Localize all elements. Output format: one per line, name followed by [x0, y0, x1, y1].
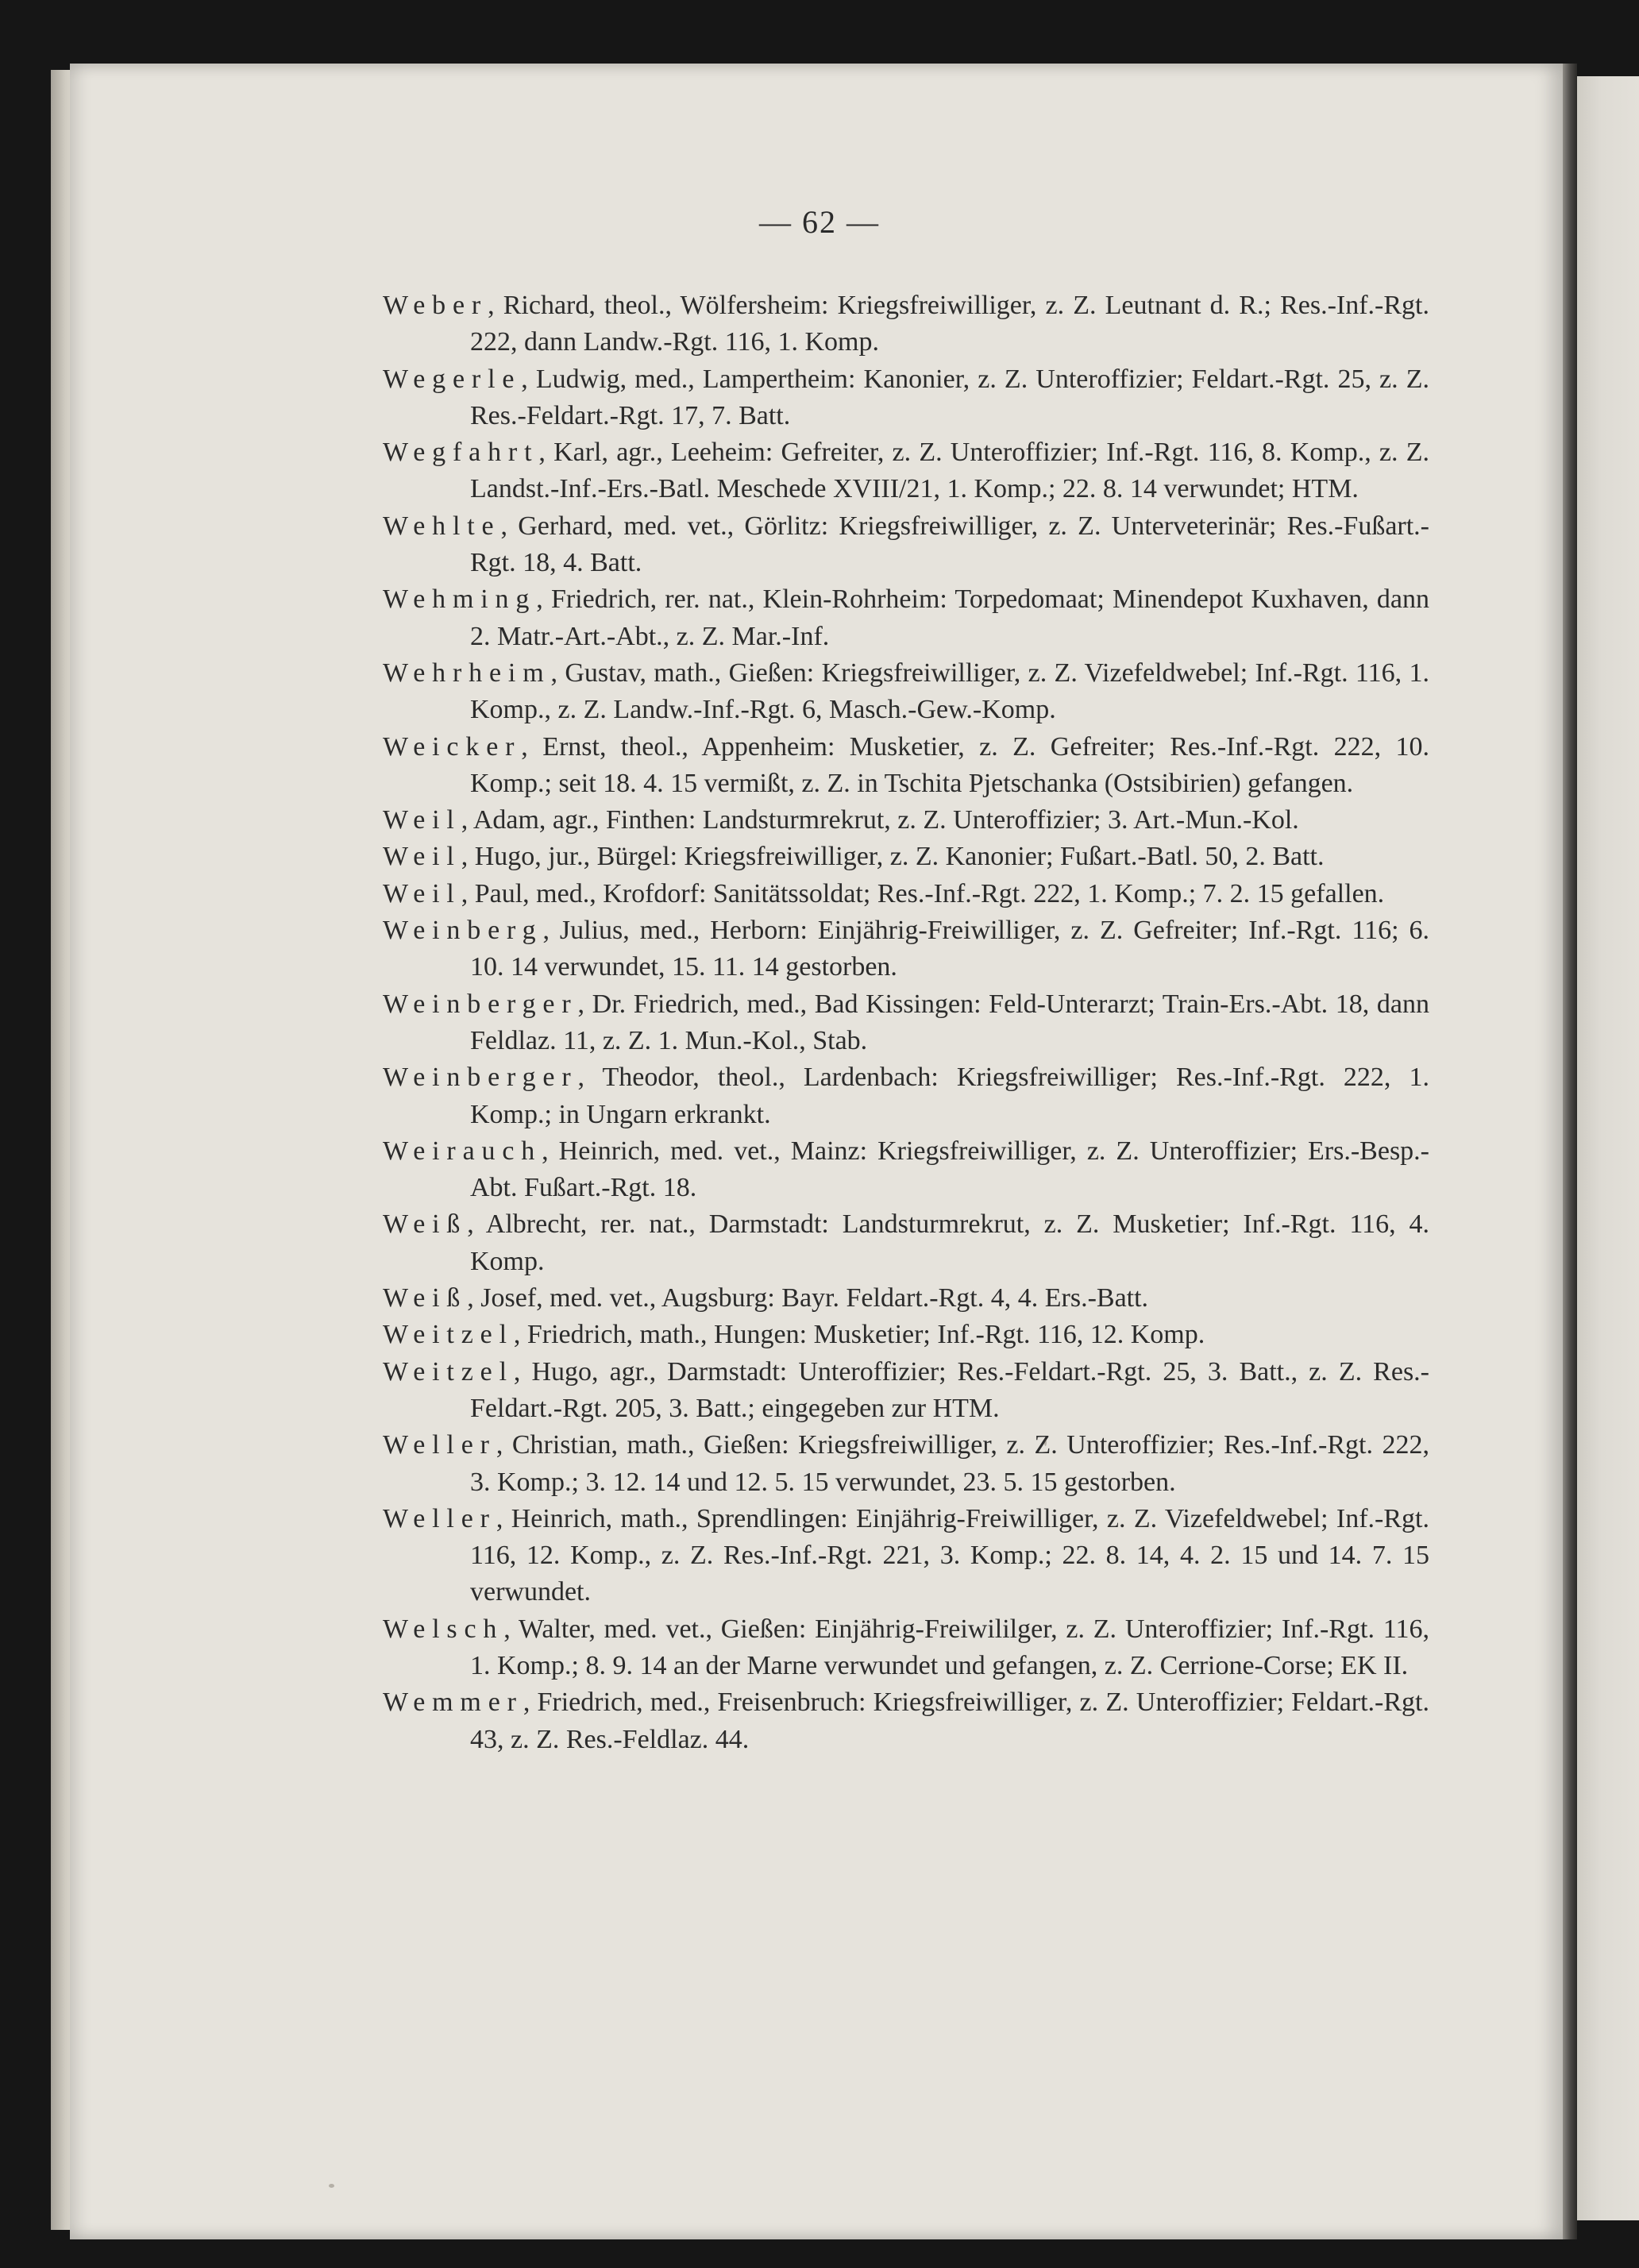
entry-name: Weiß [383, 1283, 468, 1313]
entry-text: Adam, agr., Finthen: Landsturmrekrut, z. Z. Unteroffizier; 3. Art.-Mun.-Kol. [472, 805, 1299, 835]
list-item: Wegerle, Ludwig, med., Lampertheim: Kanonier, z. Z. Unteroffizier; Feldart.-Rgt. 25, z. Z. Res.-Feldart.-Rgt. 17, 7. Batt. [383, 364, 1430, 430]
entry-text: Friedrich, med., Freisenbruch: Kriegsfreiwilliger, z. Z. Unteroffizier; Feldart.-Rgt. 43, z. Z. Res.-Feldlaz. 44. [470, 1688, 1430, 1754]
entry-text: Albrecht, rer. nat., Darmstadt: Landsturmrekrut, z. Z. Musketier; Inf.-Rgt. 116, 4. Komp. [470, 1209, 1430, 1276]
entry-name: Weinberg [383, 916, 543, 946]
entry-name: Wegfahrt [383, 438, 539, 468]
entry-name: Welsch [383, 1614, 504, 1644]
list-item: Weller, Heinrich, math., Sprendlingen: Einjährig-Freiwilliger, z. Z. Vizefeldwebel; Inf.-Rgt. 116, 12. Komp., z. Z. Res.-Inf.-Rgt. 221, 3. Komp.; 22. 8. 14, 4. 2. 15 und 14. 7. 15 verwundet. [383, 1503, 1430, 1607]
list-item: Weber, Richard, theol., Wölfersheim: Kriegsfreiwilliger, z. Z. Leutnant d. R.; Res.-Inf.-Rgt. 222, dann Landw.-Rgt. 116, 1. Komp. [383, 291, 1429, 357]
entry-list [383, 287, 1429, 1758]
entry-name: Weil [383, 842, 461, 872]
entry-text: Friedrich, rer. nat., Klein-Rohrheim: Torpedomaat; Minendepot Kuxhaven, dann 2. Matr.-Art.-Abt., z. Z. Mar.-Inf. [470, 584, 1429, 651]
entry-text: Dr. Friedrich, med., Bad Kissingen: Feld-Unterarzt; Train-Ers.-Abt. 18, dann Feldlaz. 11, z. Z. 1. Mun.-Kol., Stab. [470, 989, 1429, 1055]
entry-text: Christian, math., Gießen: Kriegsfreiwilliger, z. Z. Unteroffizier; Res.-Inf.-Rgt. 222, 3. Komp.; 3. 12. 14 und 12. 5. 15 verwundet, 23. 5. 15 gestorben. [470, 1430, 1429, 1497]
entry-name: Weinberger [383, 1063, 578, 1093]
entry-name: Wehrheim [383, 658, 551, 688]
list-item: Wegfahrt, Karl, agr., Leeheim: Gefreiter, z. Z. Unteroffizier; Inf.-Rgt. 116, 8. Komp., z. Z. Landst.-Inf.-Ers.-Batl. Meschede XVIII/21, 1. Komp.; 22. 8. 14 verwundet; HTM. [383, 438, 1429, 504]
list-item: Weitzel, Friedrich, math., Hungen: Musketier; Inf.-Rgt. 116, 12. Komp. [383, 1320, 1205, 1350]
entry-text: Heinrich, math., Sprendlingen: Einjährig-Freiwilliger, z. Z. Vizefeldwebel; Inf.-Rgt. 116, 12. Komp., z. Z. Res.-Inf.-Rgt. 221, 3. Komp.; 22. 8. 14, 4. 2. 15 und 14. 7. 15 verwundet. [470, 1503, 1430, 1607]
entry-text: Gustav, math., Gießen: Kriegsfreiwilliger, z. Z. Vizefeldwebel; Inf.-Rgt. 116, 1. Komp., z. Z. Landw.-Inf.-Rgt. 6, Masch.-Gew.-Komp. [470, 658, 1429, 725]
entry-name: Weirauch [383, 1136, 542, 1166]
entry-name: Weiß [383, 1209, 468, 1240]
list-item: Weinberger, Theodor, theol., Lardenbach: Kriegsfreiwilliger; Res.-Inf.-Rgt. 222, 1. Komp.; in Ungarn erkrankt. [383, 1063, 1429, 1129]
entry-name: Wegerle [383, 364, 522, 394]
entry-name: Weitzel [383, 1320, 514, 1350]
entry-text: Paul, med., Krofdorf: Sanitätssoldat; Res.-Inf.-Rgt. 222, 1. Komp.; 7. 2. 15 gefallen. [474, 878, 1385, 908]
entry-name: Weil [383, 878, 461, 908]
entry-text: Hugo, jur., Bürgel: Kriegsfreiwilliger, z. Z. Kanonier; Fußart.-Batl. 50, 2. Batt. [474, 842, 1325, 872]
list-item: Weil, Paul, med., Krofdorf: Sanitätssoldat; Res.-Inf.-Rgt. 222, 1. Komp.; 7. 2. 15 gefallen. [383, 878, 1385, 908]
list-item: Wehlte, Gerhard, med. vet., Görlitz: Kriegsfreiwilliger, z. Z. Unterveterinär; Res.-Fußart.-Rgt. 18, 4. Batt. [383, 511, 1430, 578]
list-item: Wehrheim, Gustav, math., Gießen: Kriegsfreiwilliger, z. Z. Vizefeldwebel; Inf.-Rgt. 116, 1. Komp., z. Z. Landw.-Inf.-Rgt. 6, Masch.-Gew.-Komp. [383, 658, 1429, 725]
entry-text: Friedrich, math., Hungen: Musketier; Inf.-Rgt. 116, 12. Komp. [526, 1320, 1205, 1350]
book-gutter [1563, 64, 1577, 2239]
entry-name: Weil [383, 805, 461, 835]
list-item: Weinberger, Dr. Friedrich, med., Bad Kissingen: Feld-Unterarzt; Train-Ers.-Abt. 18, dann Feldlaz. 11, z. Z. 1. Mun.-Kol., Stab. [383, 989, 1429, 1055]
entry-text: Richard, theol., Wölfersheim: Kriegsfreiwilliger, z. Z. Leutnant d. R.; Res.-Inf.-Rgt. 222, dann Landw.-Rgt. 116, 1. Komp. [470, 291, 1429, 357]
entry-text: Heinrich, med. vet., Mainz: Kriegsfreiwilliger, z. Z. Unteroffizier; Ers.-Besp.-Abt. Fußart.-Rgt. 18. [470, 1136, 1429, 1203]
list-item: Weirauch, Heinrich, med. vet., Mainz: Kriegsfreiwilliger, z. Z. Unteroffizier; Ers.-Besp.-Abt. Fußart.-Rgt. 18. [383, 1136, 1429, 1203]
entry-text: Ernst, theol., Appenheim: Musketier, z. Z. Gefreiter; Res.-Inf.-Rgt. 222, 10. Komp.; seit 18. 4. 15 vermißt, z. Z. in Tschita Pjetschanka (Ostsibirien) gefangen. [470, 731, 1429, 798]
entry-name: Weber [383, 291, 488, 320]
entry-name: Weitzel [383, 1356, 514, 1387]
list-item: Weiß, Josef, med. vet., Augsburg: Bayr. Feldart.-Rgt. 4, 4. Ers.-Batt. [383, 1283, 1149, 1313]
entry-name: Weinberger [383, 989, 578, 1019]
entry-name: Weicker [383, 731, 522, 762]
list-item: Weil, Hugo, jur., Bürgel: Kriegsfreiwilliger, z. Z. Kanonier; Fußart.-Batl. 50, 2. Batt. [383, 842, 1325, 872]
entry-text: Walter, med. vet., Gießen: Einjährig-Freiwililger, z. Z. Unteroffizier; Inf.-Rgt. 116, 1. Komp.; 8. 9. 14 an der Marne verwundet und gefangen, z. Z. Cerrione-Corse; EK II. [470, 1614, 1429, 1680]
list-item: Weil, Adam, agr., Finthen: Landsturmrekrut, z. Z. Unteroffizier; 3. Art.-Mun.-Kol. [383, 805, 1299, 835]
entry-text: Theodor, theol., Lardenbach: Kriegsfreiwilliger; Res.-Inf.-Rgt. 222, 1. Komp.; in Ungarn erkrankt. [470, 1063, 1429, 1129]
list-item: Welsch, Walter, med. vet., Gießen: Einjährig-Freiwililger, z. Z. Unteroffizier; Inf.-Rgt. 116, 1. Komp.; 8. 9. 14 an der Marne verwundet und gefangen, z. Z. Cerrione-Corse; EK II. [383, 1614, 1429, 1680]
entry-name: Wemmer [383, 1688, 523, 1718]
entry-name: Wehlte [383, 511, 501, 541]
entry-text: Gerhard, med. vet., Görlitz: Kriegsfreiwilliger, z. Z. Unterveterinär; Res.-Fußart.-Rgt. 18, 4. Batt. [470, 511, 1430, 578]
entry-text: Josef, med. vet., Augsburg: Bayr. Feldart.-Rgt. 4, 4. Ers.-Batt. [480, 1283, 1149, 1313]
list-item: Wehming, Friedrich, rer. nat., Klein-Rohrheim: Torpedomaat; Minendepot Kuxhaven, dann 2. Matr.-Art.-Abt., z. Z. Mar.-Inf. [383, 584, 1429, 651]
entry-text: Karl, agr., Leeheim: Gefreiter, z. Z. Unteroffizier; Inf.-Rgt. 116, 8. Komp., z. Z. Landst.-Inf.-Ers.-Batl. Meschede XVIII/21, 1. Komp.; 22. 8. 14 verwundet; HTM. [470, 438, 1429, 504]
next-page-edge [1577, 76, 1639, 2220]
list-item: Weinberg, Julius, med., Herborn: Einjährig-Freiwilliger, z. Z. Gefreiter; Inf.-Rgt. 116; 6. 10. 14 verwundet, 15. 11. 14 gestorben. [383, 916, 1429, 982]
entry-name: Weller [383, 1503, 496, 1533]
entry-text: Ludwig, med., Lampertheim: Kanonier, z. Z. Unteroffizier; Feldart.-Rgt. 25, z. Z. Res.-Feldart.-Rgt. 17, 7. Batt. [470, 364, 1430, 430]
list-item: Weitzel, Hugo, agr., Darmstadt: Unteroffizier; Res.-Feldart.-Rgt. 25, 3. Batt., z. Z. Res.-Feldart.-Rgt. 205, 3. Batt.; eingegeben zur HTM. [383, 1356, 1430, 1423]
list-item: Wemmer, Friedrich, med., Freisenbruch: Kriegsfreiwilliger, z. Z. Unteroffizier; Feldart.-Rgt. 43, z. Z. Res.-Feldlaz. 44. [383, 1688, 1430, 1754]
entry-name: Wehming [383, 584, 537, 615]
paper-speck [329, 2184, 334, 2188]
entry-text: Julius, med., Herborn: Einjährig-Freiwilliger, z. Z. Gefreiter; Inf.-Rgt. 116; 6. 10. 14 verwundet, 15. 11. 14 gestorben. [470, 916, 1429, 982]
list-item: Weiß, Albrecht, rer. nat., Darmstadt: Landsturmrekrut, z. Z. Musketier; Inf.-Rgt. 116, 4. Komp. [383, 1209, 1430, 1276]
entry-name: Weller [383, 1430, 496, 1460]
paper-speck [1044, 1439, 1047, 1446]
list-item: Weicker, Ernst, theol., Appenheim: Musketier, z. Z. Gefreiter; Res.-Inf.-Rgt. 222, 10. Komp.; seit 18. 4. 15 vermißt, z. Z. in Tschita Pjetschanka (Ostsibirien) gefangen. [383, 731, 1429, 798]
list-item: Weller, Christian, math., Gießen: Kriegsfreiwilliger, z. Z. Unteroffizier; Res.-Inf.-Rgt. 222, 3. Komp.; 3. 12. 14 und 12. 5. 15 verwundet, 23. 5. 15 gestorben. [383, 1430, 1429, 1497]
entry-text: Hugo, agr., Darmstadt: Unteroffizier; Res.-Feldart.-Rgt. 25, 3. Batt., z. Z. Res.-Feldart.-Rgt. 205, 3. Batt.; eingegeben zur HTM. [470, 1356, 1430, 1423]
page-number: — 62 — [759, 204, 880, 240]
